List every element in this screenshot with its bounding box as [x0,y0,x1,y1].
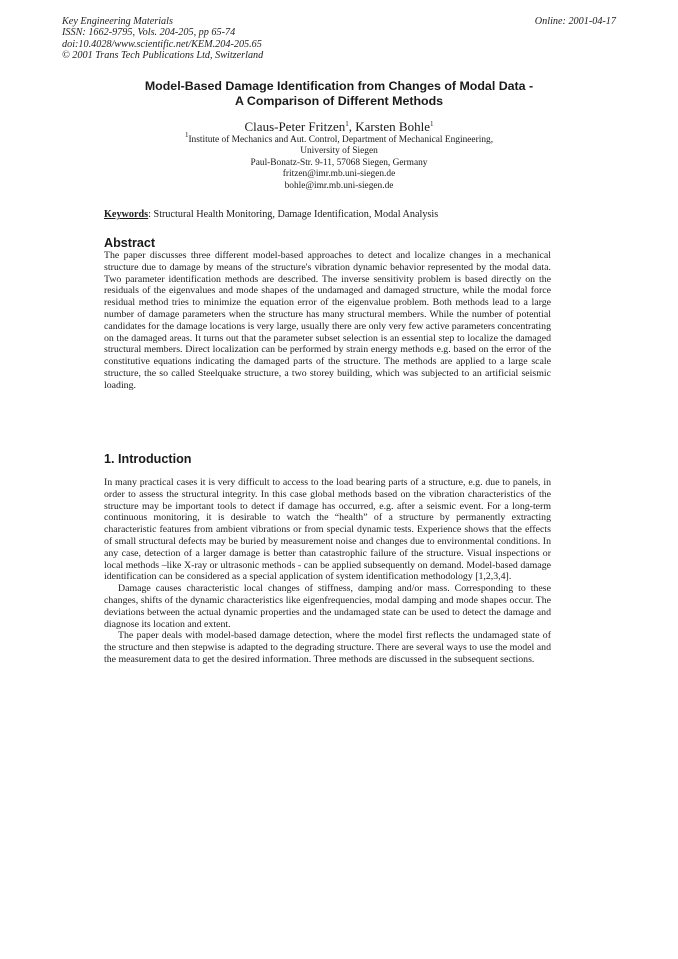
affil-university: University of Siegen [300,146,378,157]
intro-paragraph-1: In many practical cases it is very difficult to access to the load bearing parts of a structure, e.g. due to panels, in order to assess the structural integrity. In this case global methods based on the vibration characteristics of the structure may be important tools to detect if damage has occurred, e.g. after a seismic event. For a long-term continuous monitoring, it is desirable to watch the “health” of a structure by permanently extracting characteristic features from ambient vibrations or from special dynamic tests. Experience shows that the effects of small structural defects may be buried by measurement noise and changes due to environmental conditions. In any case, detection of a larger damage is better than catastrophic failure of the structure. Visual inspections or local methods –like X-ray or ultrasonic methods - can be applied subsequently on demand. Model-based damage identification can be considered as a special application of system identification methodology [1,2,3,4]. [104,477,551,583]
journal-name: Key Engineering Materials [62,16,173,27]
author-2: , Karsten Bohle [348,119,430,134]
title-line-2: A Comparison of Different Methods [234,94,444,108]
introduction-body [104,477,551,666]
keywords-text: Structural Health Monitoring, Damage Identification, Modal Analysis [151,209,439,220]
author-list [62,119,616,134]
keywords-line [104,209,438,221]
copyright: © 2001 Trans Tech Publications Ltd, Switzerland [62,50,264,62]
affil-mark: 1 [184,131,189,139]
affil-address: Paul-Bonatz-Str. 9-11, 57068 Siegen, Germany [250,157,428,168]
intro-paragraph-3: The paper deals with model-based damage detection, where the model first reflects the undamaged state of the structure and then stepwise is adapted to the degrading structure. There are several ways to use the model and the measurement data to get the desired information. Three methods are discussed in the subsequent sections. [104,630,551,665]
title-line-1: Model-Based Damage Identification from Changes of Modal Data - [144,79,534,93]
abstract-heading: Abstract [104,236,156,250]
intro-paragraph-2: Damage causes characteristic local changes of stiffness, damping and/or mass. Corresponding to these changes, shifts of the dynamic characteristics like eigenfrequencies, modal damping and mode shapes occur. The deviations between the actual dynamic properties and the undamaged state can be used to detect the damage and diagnose its location and extent. [104,583,551,630]
journal-issn: ISSN: 1662-9795, Vols. 204-205, pp 65-74 [62,27,236,39]
affil-institute: Institute of Mechanics and Aut. Control, Department of Mechanical Engineering, [188,135,494,145]
author-2-affil-mark: 1 [429,120,434,128]
author-1: Claus-Peter Fritzen [244,119,346,134]
email-1: fritzen@imr.mb.uni-siegen.de [282,169,396,180]
online-date: Online: 2001-04-17 [534,16,616,27]
abstract-body [104,250,551,392]
introduction-heading: 1. Introduction [104,452,192,466]
abstract-paragraph: The paper discusses three different model-based approaches to detect and localize changes in a mechanical structure due to damage by means of the structure's vibration dynamic behavior represented by the modal data. Two parameter identification methods are described. The inverse sensitivity problem is based directly on the residuals of the eigenvalues and mode shapes of the undamaged and damaged structure, while the modal force residual method tries to minimize the equation error of the eigenvalue problem. Both methods lead to a large number of damage parameters when the structure has many structural members. While the number of potential candidates for the damage locations is very large, usually there are only very few active parameters concentrating on the damaged areas. It turns out that the parameter subset selection is an essential step to localize the damaged structural members. Direct localization can be performed by strain energy methods e.g. based on the error of the constitutive equations indicating the damaged parts of the structure. The methods are applied to a large scale structure, the so called Steelquake structure, a two storey building, which was subjected to an artificial seismic loading. [104,250,551,391]
keywords-colon: : [148,209,151,220]
email-2: bohle@imr.mb.uni-siegen.de [284,180,394,191]
affiliation [62,131,616,192]
journal-header [62,16,263,62]
paper-title [62,79,616,109]
author-1-affil-mark: 1 [345,120,349,128]
keywords-label: Keywords [104,209,149,220]
doi: doi:10.4028/www.scientific.net/KEM.204-205.65 [62,38,262,50]
